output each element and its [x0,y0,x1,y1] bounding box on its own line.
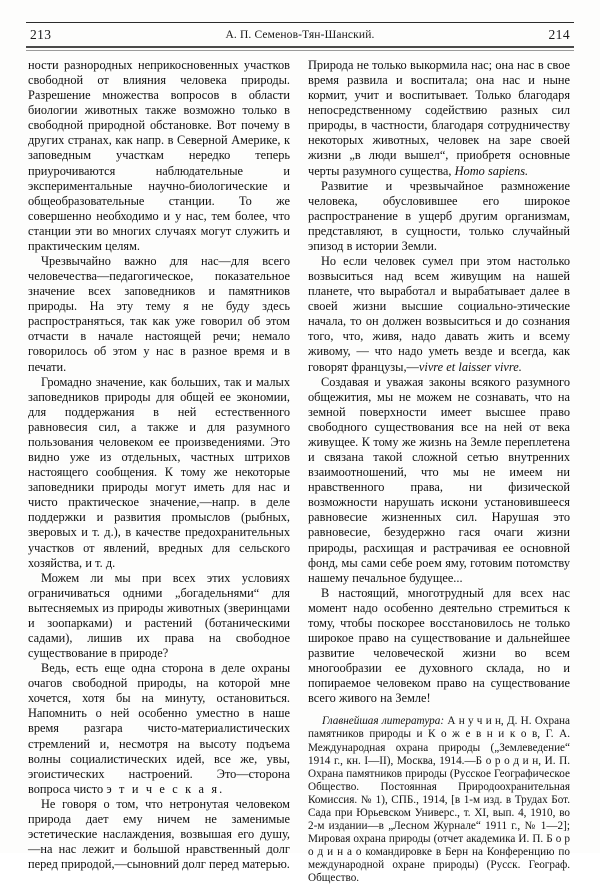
running-head-title: А. П. Семенов-Тян-Шанский. [225,28,375,41]
paragraph-text: Природа не только выкормила нас; она нас в свое время развила и воспитала; она нас и ныне кормит, учит и воспитывает. Только благодаря непосредственному содействию разных сил природы, в частности, благодаря сотрудничеству некоторых животных, человек на заре своей жизни „в люди вышел“, приобретя основные черты разумного существа, [308,58,570,178]
paragraph: Чрезвычайно важно для нас—для всего человечества—педагогическое, показательное значение всех заповедников и памятников природы. На эту тему я не буду здесь распространяться, так как уже говорил об этом отчасти в начале настоящей речи; немало говорилось об этом у нас в разное время и в печати. [28,254,290,374]
paragraph: Громадно значение, как больших, так и малых заповедников природы для общей ее экономии, для поддержания в ней естественного равновесия сил, а также и для разумного пользования человеком ее произведениями. Это видно уже из отдельных, частных штрихов настоящего сообщения. К тому же некоторые заповедники природы могут иметь для нас и чисто практическое значение,—напр. в деле поддержки и развития промыслов (рыбных, зверовых и т. д.), в качестве предохранительных участков от явлений, вредных для сельского хозяйства, и т. д. [28,374,290,570]
rule-bottom-secondary [26,50,574,51]
body-columns [28,58,574,885]
folio-right: 214 [548,26,570,42]
bibliography-entry [308,715,570,885]
column-right [308,58,571,885]
paragraph: Создавая и уважая законы всякого разумного общежития, мы не можем не сознавать, что на земной поверхности имеет высшее право свободного существования все на ней от века живущее. К тому же жизнь на Земле переплетена и связана такой сложной сетью внутренних взаимоотношений, что мы не имеем ни нравственного права, ни физической возможности нарушать искони установившееся равновесие жизненных сил. Нарушая это равновесие, безудержно гася очаги жизни природы, расхищая и растрачивая ее основной фонд, мы сами себе роем яму, готовим потомству нашему печальное будущее... [308,374,570,585]
paragraph [28,661,290,797]
bibliography-lead-label: Главнейшая литература: [322,715,445,728]
paragraph: Развитие и чрезвычайное размножение человека, обусловившее его широкое распространение в ущерб другим организмам, представляют, в сущности, только случайный эпизод в истории Земли. [308,178,570,253]
bibliography-text: А н у ч и н, Д. Н. Охрана памятников природы и К о ж е в н и к о в, Г. А. Международная охрана природы („Землеведение“ 1914 г., кн. I—II), Москва, 1914.—Б о р о д и н, И. П. Охрана памятников природы (Русское Географическое Общество. Постоянная Природоохранительная Комиссия. № 1), СПБ., 1914, [в 1-м изд. в Трудах Бот. Сада при Юрьевском Универс., т. XI, вып. 4, 1910, во 2-м издании—в „Лесном Журнале“ 1911 г., № 1—2]; Мировая охрана природы (отчет академика И. П. Б о р о д и н а о командировке в Берн на Конференцию по международной охране природы) (Русск. Географ. Общество. [308,715,571,885]
emphasis-letterspaced: э т и ч е с к а я. [106,781,225,796]
bibliography-section [308,715,570,885]
paragraph-text: Ведь, есть еще одна сторона в деле охраны очагов свободной природы, на которой мне хочется, хотя бы на минуту, остановиться. Напомнить о ней особенно уместно в наше время разгара чисто-материалистических стремлений и, несмотря на высоту подъема волны социалистических идей, все же, увы, эгоистических настроений. Это—сторона вопроса чисто [28,661,290,796]
paragraph: Можем ли мы при всех этих условиях ограничиваться одними „богадельнями“ для вытесняемых из природы животных (зверинцами и зоопарками) и растений (ботаническими садами), лишив их права на свободное существование в природе? [28,570,290,661]
column-left [28,58,290,872]
paragraph [308,58,570,179]
folio-left: 213 [30,26,52,42]
latin-phrase-vivre: vivre et laisser vivre. [418,359,522,374]
latin-term-homo-sapiens: Homo sapiens. [454,163,529,178]
paragraph [308,254,570,375]
paragraph-text: Но если человек сумел при этом настолько возвыситься над всем живущим на нашей планете, что выработал и вырабатывает далее в своей жизни высшие социально-этические начала, то он должен возвыситься и до сознания того, что, живя, надо давать жить и всему живому, — что надо уметь везде и всегда, как говорят французы,— [308,254,570,374]
paragraph: В настоящий, многотрудный для всех нас момент надо особенно деятельно стремиться к тому, чтобы поскорее восстановилось не только широкое право на существование и дальнейшее развитие человеческой жизни во всем многообразии ее духовного склада, но и попираемое человеком право на существование всего живого на Земле! [308,585,570,706]
rule-top [26,22,574,23]
rule-bottom [26,46,574,48]
paragraph: ности разнородных неприкосновенных участков свободной от влияния человека природы. Разрешение множества вопросов в области биологии животных также возможно только в свободной природной обстановке. Вот почему в других странах, как напр. в Северной Америке, к заповедным участкам нередко теперь приурочиваются наблюдательные и экспериментальные научно-биологические и общеобразовательные станции. То же совершенно необходимо и у нас, тем более, что станции эти во многих случаях могут служить и практическим целям. [28,58,290,253]
running-head [26,22,574,48]
paragraph: Не говоря о том, что нетронутая человеком природа дает ему ничем не заменимые эстетические наслаждения, возвышая его душу,—на нас лежит и большой нравственный долг перед природой,—сыновний долг перед матерью. [28,796,290,872]
